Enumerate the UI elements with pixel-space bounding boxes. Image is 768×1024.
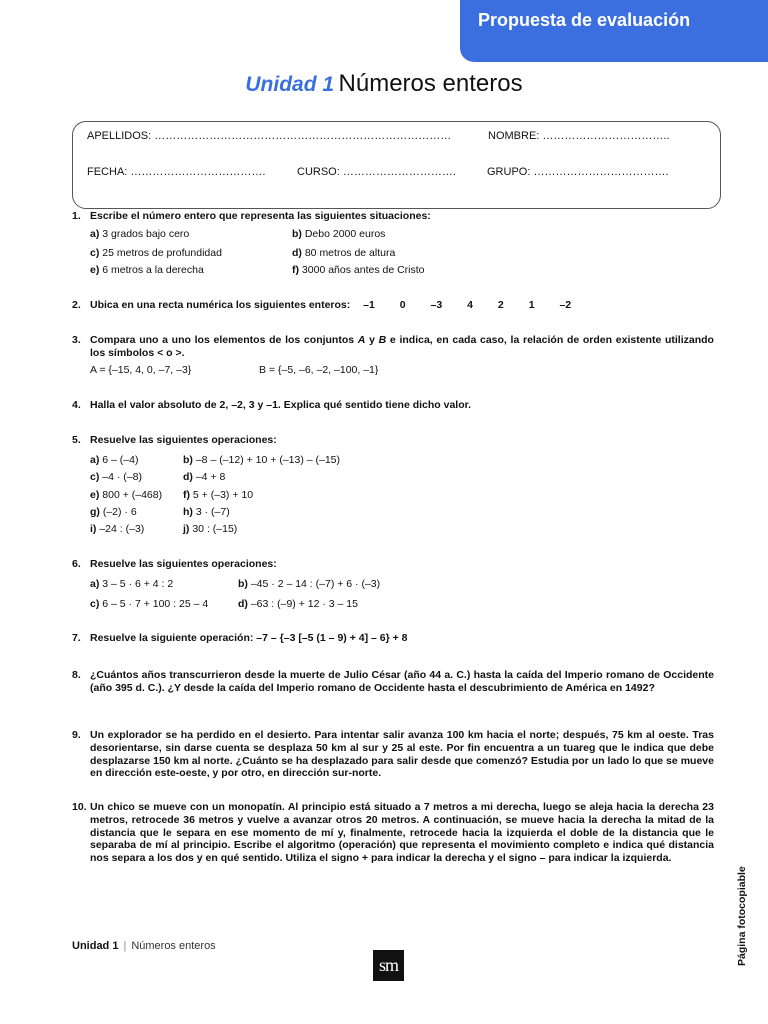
item-label: d): [183, 471, 193, 483]
question-text: Resuelve las siguientes operaciones:: [90, 434, 277, 446]
item-label: f): [292, 264, 299, 276]
question-9: [72, 729, 714, 780]
question-text: Un explorador se ha perdido en el desierto. Para intentar salir avanza 100 km hacia el norte; después, 75 km al oeste. Tras desorientarse, sin darse cuenta se desplaza 50 km al sur y 25 al este. Por fin encuentra a un tuareg que le indica que debe desplazarse 150 km al norte. ¿Cuánto se ha desplazado para salir desde que comenzó? Estudia por un lado lo que se mueve en dirección este-oeste, y por otro, en dirección sur-norte.: [90, 729, 714, 780]
item-label: c): [90, 247, 100, 259]
item-text: 3 grados bajo cero: [102, 228, 190, 240]
question-3: [72, 334, 714, 360]
item-label: c): [90, 598, 100, 610]
q1-item-b: [292, 228, 385, 240]
q1-item-f: [292, 264, 425, 276]
nombre-field: NOMBRE: ……………………………..: [488, 130, 670, 142]
q5-item-g: [90, 506, 137, 518]
item-label: a): [90, 454, 100, 466]
item-label: g): [90, 506, 100, 518]
question-6: [72, 558, 714, 571]
item-label: e): [90, 489, 100, 501]
question-number: 4.: [72, 399, 81, 411]
grupo-field: GRUPO: ……………………………….: [487, 166, 669, 178]
item-label: f): [183, 489, 190, 501]
set-b-label: B: [378, 334, 387, 346]
question-2: [72, 299, 714, 312]
q5-item-f: [183, 489, 253, 501]
question-text: y: [365, 334, 379, 346]
item-text: 800 + (–468): [102, 489, 163, 501]
q5-item-e: [90, 489, 162, 501]
item-label: a): [90, 228, 100, 240]
question-text: Un chico se mueve con un monopatín. Al principio está situado a 7 metros a mi derecha, luego se aleja hacia la derecha 23 metros, retrocede 36 metros y vuelve a avanzar otros 20 metros. A continuación, se mueve hacia la derecha la mitad de la distancia que le separa en ese momento de mí y, finalmente, retrocede hacia la izquierda el doble de la distancia que le separaba de mí al principio. Escribe el algoritmo (operación) que representa el movimiento completo e indica qué distancia nos separa a los dos y en qué sentido. Utiliza el signo + para indicar la derecha y el signo – para indicar la izquierda.: [90, 801, 714, 865]
question-number: 2.: [72, 299, 81, 311]
integer-value: 1: [528, 299, 535, 311]
unit-title: Números enteros: [338, 70, 523, 97]
set-a-definition: A = {–15, 4, 0, –7, –3}: [90, 364, 192, 376]
q5-item-a: [90, 454, 138, 466]
sm-logo: sm: [373, 950, 404, 981]
item-text: 30 : (–15): [192, 523, 238, 535]
footer-separator: |: [123, 940, 127, 952]
set-b-definition: B = {–5, –6, –2, –100, –1}: [259, 364, 379, 376]
item-text: 6 – 5 · 7 + 100 : 25 – 4: [102, 598, 209, 610]
integer-value: –2: [559, 299, 572, 311]
item-label: d): [292, 247, 302, 259]
page-footer: [72, 940, 216, 952]
item-text: 6 – (–4): [102, 454, 139, 466]
integer-value: –3: [430, 299, 443, 311]
item-text: 3 · (–7): [195, 506, 230, 518]
question-number: 9.: [72, 729, 81, 741]
question-number: 7.: [72, 632, 81, 644]
integer-value: 0: [399, 299, 406, 311]
item-text: –24 : (–3): [99, 523, 145, 535]
question-number: 6.: [72, 558, 81, 570]
question-8: [72, 669, 714, 695]
item-text: –4 · (–8): [102, 471, 142, 483]
footer-title: Números enteros: [131, 940, 216, 952]
q5-item-j: [183, 523, 237, 535]
q5-item-c: [90, 471, 142, 483]
item-label: b): [238, 578, 248, 590]
integer-value: 4: [467, 299, 473, 311]
q1-item-a: [90, 228, 189, 240]
q5-item-i: [90, 523, 144, 535]
item-label: h): [183, 506, 193, 518]
question-number: 8.: [72, 669, 81, 681]
question-1: [72, 210, 714, 223]
question-7: [72, 632, 714, 645]
q1-item-c: [90, 247, 222, 259]
q5-item-b: [183, 454, 340, 466]
q6-item-c: [90, 598, 208, 610]
item-text: –8 – (–12) + 10 + (–13) – (–15): [195, 454, 341, 466]
item-label: b): [292, 228, 302, 240]
question-5: [72, 434, 714, 447]
question-4: [72, 399, 714, 412]
photocopiable-note: Página fotocopiable: [736, 866, 748, 966]
integer-value: –1: [363, 299, 375, 311]
item-label: c): [90, 471, 100, 483]
item-label: i): [90, 523, 97, 535]
item-text: Debo 2000 euros: [304, 228, 386, 240]
question-text: Resuelve las siguientes operaciones:: [90, 558, 277, 570]
question-text: Halla el valor absoluto de 2, –2, 3 y –1. Explica qué sentido tiene dicho valor.: [90, 399, 472, 411]
tab-label: Propuesta de evaluación: [478, 10, 691, 30]
q6-item-a: [90, 578, 173, 590]
item-text: –4 + 8: [195, 471, 226, 483]
fecha-field: FECHA: ……………………………….: [87, 166, 266, 178]
item-text: 3000 años antes de Cristo: [301, 264, 425, 276]
student-info-box: [72, 121, 721, 209]
item-label: b): [183, 454, 193, 466]
item-text: (–2) · 6: [102, 506, 137, 518]
question-10: [72, 801, 714, 865]
page-title: [0, 70, 768, 98]
q1-item-e: [90, 264, 204, 276]
item-text: 25 metros de profundidad: [102, 247, 222, 259]
item-label: e): [90, 264, 100, 276]
question-text: e indica, en cada caso, la relación de orden existente utilizando los símbolos < o >.: [90, 334, 714, 359]
evaluation-tab: [460, 0, 768, 62]
question-number: 5.: [72, 434, 81, 446]
item-label: a): [90, 578, 100, 590]
question-number: 3.: [72, 334, 81, 346]
question-text: ¿Cuántos años transcurrieron desde la muerte de Julio César (año 44 a. C.) hasta la caída del Imperio romano de Occidente (año 395 d. C.). ¿Y desde la caída del Imperio romano de Occidente hasta el descubrimiento de América en 1492?: [90, 669, 714, 694]
q6-item-b: [238, 578, 380, 590]
question-text: Ubica en una recta numérica los siguientes enteros:: [90, 299, 351, 311]
question-number: 10.: [72, 801, 87, 813]
item-label: j): [183, 523, 190, 535]
apellidos-field: APELLIDOS: ………………………………………………………………………: [87, 130, 452, 142]
item-text: 5 + (–3) + 10: [192, 489, 254, 501]
question-text: Resuelve la siguiente operación: –7 – {–3 [–5 (1 – 9) + 4] – 6} + 8: [90, 632, 408, 644]
integer-value: 2: [497, 299, 504, 311]
q5-item-h: [183, 506, 230, 518]
item-label: d): [238, 598, 248, 610]
curso-field: CURSO: ………………………….: [297, 166, 456, 178]
item-text: 80 metros de altura: [304, 247, 396, 259]
question-text: Escribe el número entero que representa las siguientes situaciones:: [90, 210, 431, 222]
item-text: –63 : (–9) + 12 · 3 – 15: [250, 598, 358, 610]
question-text: Compara uno a uno los elementos de los conjuntos: [90, 334, 358, 346]
question-number: 1.: [72, 210, 81, 222]
item-text: –45 · 2 – 14 : (–7) + 6 · (–3): [250, 578, 381, 590]
item-text: 3 – 5 · 6 + 4 : 2: [102, 578, 174, 590]
q1-item-d: [292, 247, 395, 259]
set-a-label: A: [357, 334, 366, 346]
q5-item-d: [183, 471, 225, 483]
footer-unit: Unidad 1: [72, 940, 119, 952]
q6-item-d: [238, 598, 358, 610]
item-text: 6 metros a la derecha: [102, 264, 204, 276]
unit-label: Unidad 1: [245, 73, 335, 96]
